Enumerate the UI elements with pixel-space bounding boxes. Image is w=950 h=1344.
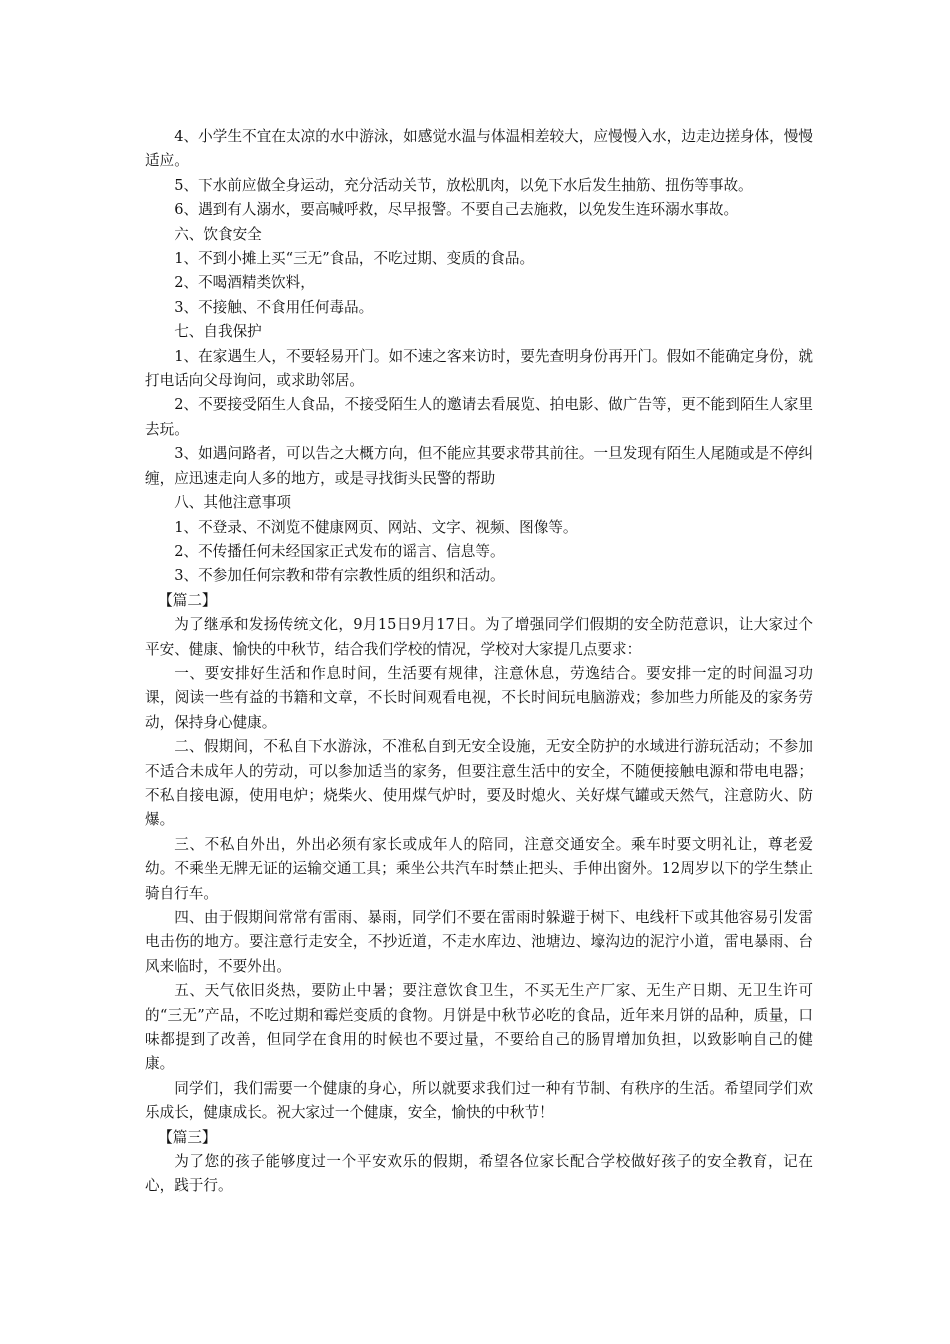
- paragraph-protect-rule-2: 2、不要接受陌生人食品，不接受陌生人的邀请去看展览、拍电影、做广告等，更不能到陌生人家里去玩。: [145, 396, 813, 438]
- paragraph-swim-rule-6: 6、遇到有人溺水，要高喊呼救，尽早报警。不要自己去施救，以免发生连环溺水事故。: [174, 201, 739, 219]
- section-heading-other-notes: 八、其他注意事项: [174, 494, 291, 512]
- paragraph-food-rule-1: 1、不到小摊上买“三无”食品，不吃过期、变质的食品。: [174, 250, 535, 268]
- paragraph-swim-rule-5: 5、下水前应做全身运动，充分活动关节，放松肌肉，以免下水后发生抽筋、扭伤等事故。: [174, 176, 753, 194]
- paragraph-part2-point-1: 一、要安排好生活和作息时间，生活要有规律，注意休息，劳逸结合。要安排一定的时间温习功课，阅读一些有益的书籍和文章，不长时间观看电视，不长时间玩电脑游戏；参加些力所能及的家务劳动，保持身心健康。: [145, 664, 813, 731]
- paragraph-other-rule-1: 1、不登录、不浏览不健康网页、网站、文字、视频、图像等。: [174, 518, 578, 536]
- paragraph-protect-rule-3: 3、如遇问路者，可以告之大概方向，但不能应其要求带其前往。一旦发现有陌生人尾随或是不停纠缠，应迅速走向人多的地方，或是寻找街头民警的帮助: [145, 445, 813, 487]
- paragraph-other-rule-3: 3、不参加任何宗教和带有宗教性质的组织和活动。: [174, 567, 505, 585]
- paragraph-part2-closing: 同学们，我们需要一个健康的身心，所以就要求我们过一种有节制、有秩序的生活。希望同学们欢乐成长，健康成长。祝大家过一个健康，安全，愉快的中秋节！: [145, 1079, 813, 1122]
- paragraph-other-rule-2: 2、不传播任何未经国家正式发布的谣言、信息等。: [174, 542, 505, 560]
- document-page: [145, 125, 813, 1199]
- part-title-3: 【篇三】: [158, 1128, 217, 1146]
- paragraph-part2-point-5: 五、天气依旧炎热，要防止中暑；要注意饮食卫生，不买无生产厂家、无生产日期、无卫生许可的“三无”产品，不吃过期和霉烂变质的食物。月饼是中秋节必吃的食品，近年来月饼的品种，质量，口味都提到了改善，但同学在食用的时候也不要过量，不要给自己的肠胃增加负担，以致影响自己的健康。: [145, 982, 813, 1073]
- paragraph-part2-point-2: 二、假期间，不私自下水游泳，不准私自到无安全设施，无安全防护的水域进行游玩活动；不参加不适合未成年人的劳动，可以参加适当的家务，但要注意生活中的安全，不随便接触电源和带电电器；不私自接电源，使用电炉；烧柴火、使用煤气炉时，要及时熄火、关好煤气罐或天然气，注意防火、防爆。: [145, 738, 813, 829]
- paragraph-swim-rule-4: 4、小学生不宜在太凉的水中游泳，如感觉水温与体温相差较大，应慢慢入水，边走边搓身体，慢慢适应。: [145, 128, 813, 170]
- paragraph-food-rule-2: 2、不喝酒精类饮料，: [174, 274, 315, 292]
- paragraph-part3-intro: 为了您的孩子能够度过一个平安欢乐的假期，希望各位家长配合学校做好孩子的安全教育，记在心，践于行。: [145, 1153, 813, 1195]
- paragraph-part2-point-3: 三、不私自外出，外出必须有家长或成年人的陪同，注意交通安全。乘车时要文明礼让，尊老爱幼。不乘坐无牌无证的运输交通工具；乘坐公共汽车时禁止把头、手伸出窗外。12周岁以下的学生禁止骑自行车。: [145, 835, 813, 902]
- part-title-2: 【篇二】: [158, 591, 217, 609]
- paragraph-protect-rule-1: 1、在家遇生人，不要轻易开门。如不速之客来访时，要先查明身份再开门。假如不能确定身份，就打电话向父母询问，或求助邻居。: [145, 347, 813, 390]
- section-heading-food-safety: 六、饮食安全: [174, 225, 262, 243]
- paragraph-part2-intro: 为了继承和发扬传统文化，9月15日9月17日。为了增强同学们假期的安全防范意识，让大家过个平安、健康、愉快的中秋节，结合我们学校的情况，学校对大家提几点要求：: [145, 616, 813, 658]
- paragraph-food-rule-3: 3、不接触、不食用任何毒品。: [174, 298, 374, 316]
- paragraph-part2-point-4: 四、由于假期间常常有雷雨、暴雨，同学们不要在雷雨时躲避于树下、电线杆下或其他容易引发雷电击伤的地方。要注意行走安全，不抄近道，不走水库边、池塘边、壕沟边的泥泞小道，雷电暴雨、台风来临时，不要外出。: [145, 909, 813, 975]
- section-heading-self-protection: 七、自我保护: [174, 323, 262, 341]
